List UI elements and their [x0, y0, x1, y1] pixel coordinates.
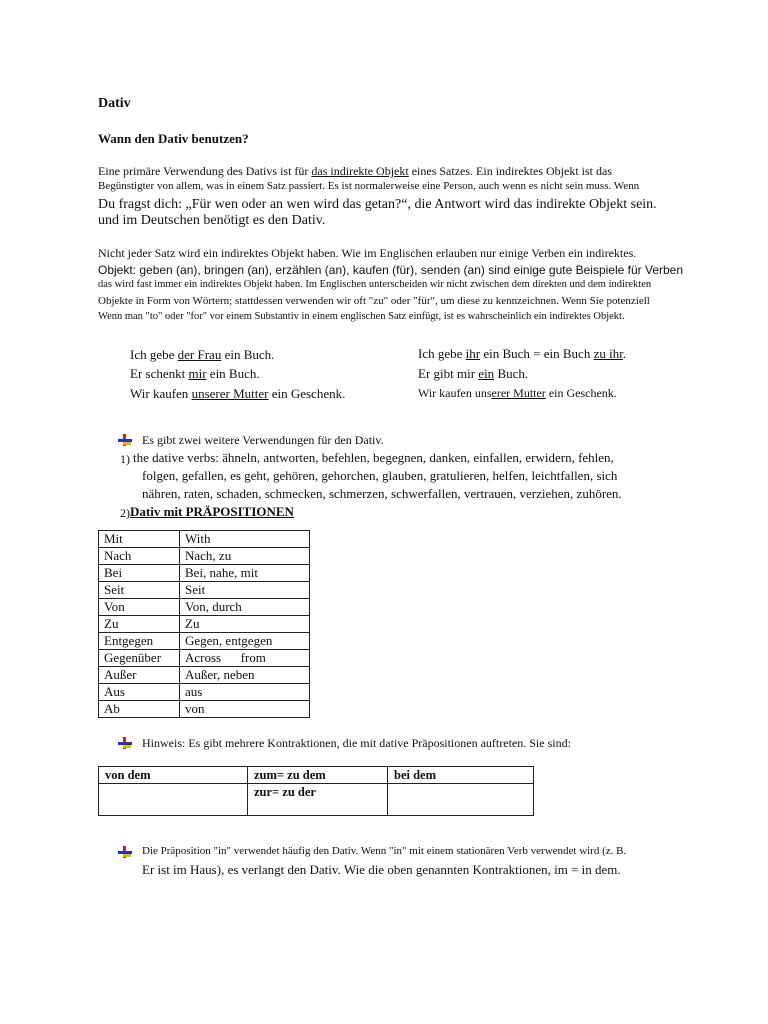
- para1-line1: Eine primäre Verwendung des Dativs ist für das indirekte Objekt eines Satzes. Ein indirektes Objekt ist das: [98, 164, 613, 178]
- preposition-german: Von: [99, 599, 180, 616]
- para2-line5: Wenn man "to" oder "for" vor einem Substantiv in einem englischen Satz einfügt, ist es wahrscheinlich ein indirektes Objekt.: [98, 311, 625, 322]
- example-left-1: Ich gebe der Frau ein Buch.: [130, 347, 275, 362]
- final-line2: Er ist im Haus), es verlangt den Dativ. Wie die oben genannten Kontraktionen, im = in dem.: [142, 862, 621, 877]
- example-right-1: Ich gebe ihr ein Buch = ein Buch zu ihr.: [418, 346, 627, 361]
- table-row: [99, 565, 310, 582]
- preposition-german: Seit: [99, 582, 180, 599]
- para1-line2: Begünstigter von allem, was in einem Satz passiert. Es ist normalerweise eine Person, auch wenn es nicht sein muss. Wenn: [98, 180, 640, 192]
- preposition-english: Gegen, entgegen: [180, 633, 310, 650]
- bullet-arrow-icon: [118, 737, 132, 749]
- uses-one-line2: folgen, gefallen, es geht, gehören, gehorchen, glauben, gratulieren, helfen, leichtfallen, sich: [142, 468, 618, 483]
- example-left-2: Er schenkt mir ein Buch.: [130, 366, 260, 381]
- table-row: [99, 548, 310, 565]
- table-row: [99, 582, 310, 599]
- contraction-cell: zum= zu dem: [248, 767, 388, 784]
- hinweis-text: Hinweis: Es gibt mehrere Kontraktionen, die mit dative Präpositionen auftreten. Sie sind:: [142, 736, 571, 750]
- table-row: [99, 531, 310, 548]
- table-row: [99, 616, 310, 633]
- contraction-cell: [99, 784, 248, 816]
- preposition-german: Entgegen: [99, 633, 180, 650]
- uses-one-line3: nähren, raten, schaden, schmecken, schmerzen, schwerfallen, vertrauen, verziehen, zuhören.: [142, 486, 622, 501]
- preposition-german: Bei: [99, 565, 180, 582]
- preposition-english: With: [180, 531, 310, 548]
- page-title: Dativ: [98, 96, 131, 111]
- para2-line1: Nicht jeder Satz wird ein indirektes Objekt haben. Wie im Englischen erlauben nur einige Verben ein indirektes.: [98, 246, 637, 260]
- preposition-english: aus: [180, 684, 310, 701]
- table-row: [99, 667, 310, 684]
- uses-intro: Es gibt zwei weitere Verwendungen für den Dativ.: [142, 433, 384, 447]
- example-left-3: Wir kaufen unserer Mutter ein Geschenk.: [130, 386, 346, 401]
- preposition-english: Zu: [180, 616, 310, 633]
- para2-line2: Objekt: geben (an), bringen (an), erzählen (an), kaufen (für), senden (an) sind einige gute Beispiele für Verben: [98, 263, 684, 277]
- bullet-arrow-icon: [118, 434, 132, 446]
- preposition-german: Gegenüber: [99, 650, 180, 667]
- example-right-3: Wir kaufen unserer Mutter ein Geschenk.: [418, 386, 617, 400]
- preposition-german: Aus: [99, 684, 180, 701]
- section-heading: Wann den Dativ benutzen?: [98, 131, 249, 146]
- contractions-table: [98, 766, 534, 816]
- preposition-english: Bei, nahe, mit: [180, 565, 310, 582]
- preposition-english: Nach, zu: [180, 548, 310, 565]
- preposition-english: Seit: [180, 582, 310, 599]
- preposition-german: Ab: [99, 701, 180, 718]
- contraction-cell: [388, 784, 534, 816]
- contraction-cell: zur= zu der: [248, 784, 388, 816]
- table-row: [99, 701, 310, 718]
- table-row: [99, 684, 310, 701]
- uses-one-number: 1): [120, 452, 130, 466]
- table-row: [99, 650, 310, 667]
- preposition-english: Von, durch: [180, 599, 310, 616]
- contraction-cell: von dem: [99, 767, 248, 784]
- para1-line4: und im Deutschen benötigt es den Dativ.: [98, 213, 326, 228]
- prepositions-table: [98, 530, 310, 718]
- final-line1: Die Präposition "in" verwendet häufig den Dativ. Wenn "in" mit einem stationären Verb verwendet wird (z. B.: [142, 845, 627, 857]
- uses-two-label: Dativ mit PRÄPOSITIONEN: [130, 504, 294, 519]
- table-row: [99, 599, 310, 616]
- example-right-2: Er gibt mir ein Buch.: [418, 366, 529, 381]
- uses-one-line1: the dative verbs: ähneln, antworten, befehlen, begegnen, danken, einfallen, erwidern, fehlen,: [133, 450, 614, 465]
- preposition-german: Nach: [99, 548, 180, 565]
- bullet-arrow-icon: [118, 846, 132, 858]
- table-row: [99, 633, 310, 650]
- contraction-cell: bei dem: [388, 767, 534, 784]
- preposition-english: von: [180, 701, 310, 718]
- para1-line3: Du fragst dich: „Für wen oder an wen wird das getan?“, die Antwort wird das indirekte Objekt sein.: [98, 197, 657, 212]
- preposition-german: Zu: [99, 616, 180, 633]
- preposition-german: Mit: [99, 531, 180, 548]
- para2-line4: Objekte in Form von Wörtern; stattdessen verwenden wir oft "zu" oder "für", um diese zu kennzeichnen. Wenn Sie potenziell: [98, 295, 650, 307]
- preposition-english: Außer, neben: [180, 667, 310, 684]
- preposition-german: Außer: [99, 667, 180, 684]
- para2-line3: das wird fast immer ein indirektes Objekt haben. Im Englischen unterscheiden wir nicht zwischen dem direkten und dem indirekten: [98, 279, 652, 290]
- uses-two-number: 2): [120, 506, 130, 520]
- preposition-english: Across from: [180, 650, 310, 667]
